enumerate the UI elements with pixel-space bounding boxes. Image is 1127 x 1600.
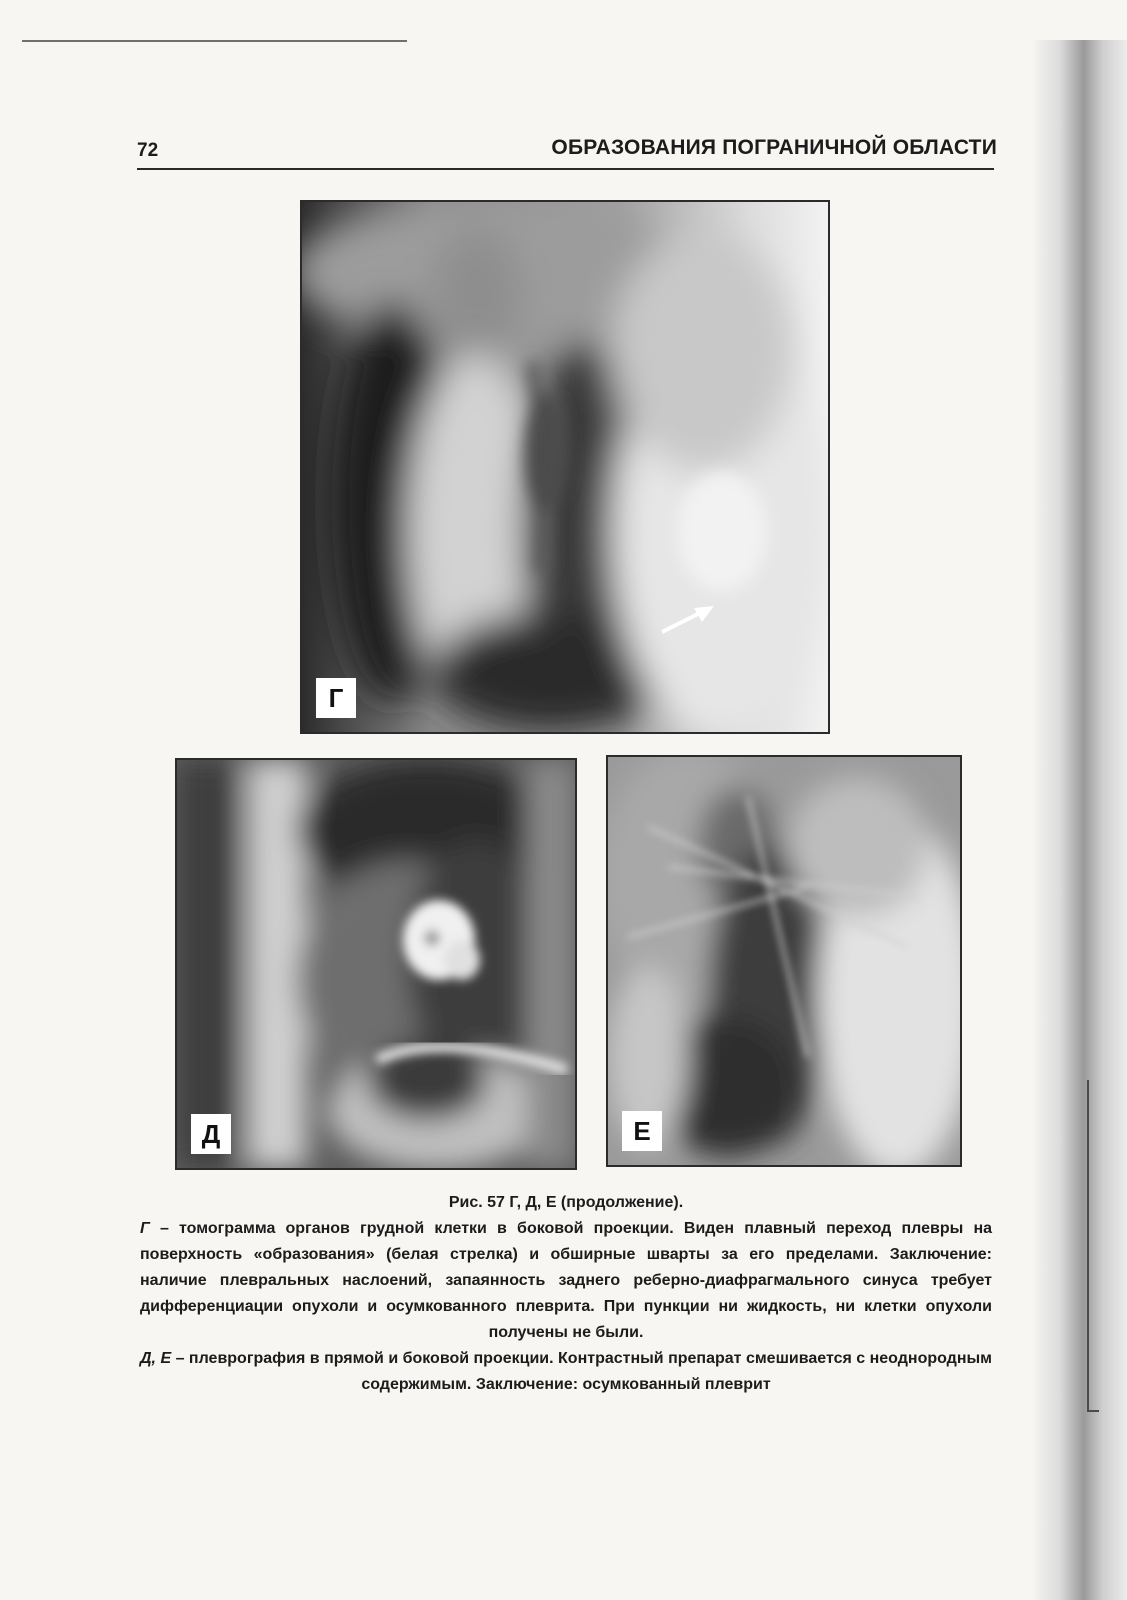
panel-label-d: Д [191, 1114, 231, 1154]
caption-text-g: – томограмма органов грудной клетки в боковой проекции. Виден плавный переход плевры на поверхность «образования» (белая стрелка) и обширные шварты за его пределами. Заключение: наличие плевральных наслоений, запаянность заднего реберно-диафрагмального синуса требует дифференциации опухоли и осумкованного плеврита. При пункции ни жидкость, ни клетки опухоли получены не были. [140, 1220, 992, 1341]
book-spine-shadow [1031, 40, 1127, 1600]
xray-image-d [177, 760, 575, 1168]
page-number: 72 [137, 140, 159, 161]
spine-edge-line [1087, 1080, 1089, 1410]
caption-text-de: – плеврография в прямой и боковой проекции. Контрастный препарат смешивается с неоднородным содержимым. Заключение: осумкованный плеврит [171, 1350, 992, 1393]
top-edge-rule [22, 40, 407, 42]
caption-paragraph-de [140, 1346, 992, 1398]
caption-mark-g: Г [140, 1220, 150, 1237]
caption-mark-de: Д, Е [140, 1350, 172, 1367]
xray-panel-g [300, 200, 830, 734]
xray-panel-d [175, 758, 577, 1170]
caption-title: Рис. 57 Г, Д, Е (продолжение). [448, 1194, 684, 1211]
figure-caption [140, 1190, 992, 1398]
panel-label-g: Г [316, 678, 356, 718]
header-rule [137, 168, 994, 170]
xray-image-e [608, 757, 960, 1165]
running-head: ОБРАЗОВАНИЯ ПОГРАНИЧНОЙ ОБЛАСТИ [551, 136, 997, 159]
spine-edge-foot [1087, 1410, 1099, 1412]
xray-image-g [302, 202, 828, 732]
panel-label-e: Е [622, 1111, 662, 1151]
xray-panel-e [606, 755, 962, 1167]
caption-paragraph-g [140, 1216, 992, 1346]
